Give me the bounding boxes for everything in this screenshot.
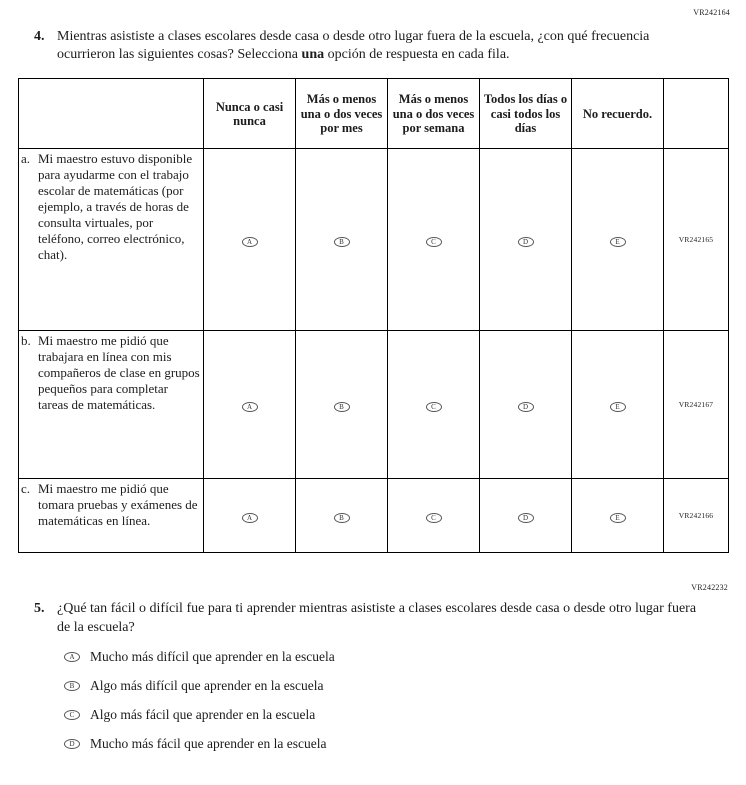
answer-bubble-a[interactable]: A — [242, 237, 258, 247]
row-b-text: Mi maestro me pidió que trabajara en línea con mis compañeros de clase en grupos pequeños para completar tareas de matemáticas. — [38, 333, 200, 412]
answer-bubble-c[interactable]: C — [426, 237, 442, 247]
answer-bubble-c[interactable]: C — [64, 710, 80, 720]
q5-option-d-label: Mucho más fácil que aprender en la escuela — [90, 735, 327, 751]
question-5-number: 5. — [34, 601, 45, 617]
answer-bubble-a[interactable]: A — [242, 513, 258, 523]
row-a-text: Mi maestro estuvo disponible para ayudarme con el trabajo escolar de matemáticas (por ejemplo, a través de horas de consulta virtuales, por teléfono, correo electrónico, chat). — [38, 151, 193, 262]
q5-option-c — [64, 707, 732, 723]
column-header-no-recuerdo: No recuerdo. — [572, 79, 664, 149]
header-code-column — [664, 79, 729, 149]
question-4-number: 4. — [34, 29, 45, 44]
question-4-text-bold: una — [301, 47, 325, 63]
column-header-nunca: Nunca o casi nunca — [204, 79, 296, 149]
question-5-options — [64, 649, 732, 752]
question-4-matrix-table — [18, 78, 729, 553]
header-stub — [19, 79, 204, 149]
answer-bubble-d[interactable]: D — [518, 513, 534, 523]
answer-bubble-e[interactable]: E — [610, 237, 626, 247]
row-c-code: VR242166 — [664, 479, 729, 553]
row-c-statement — [19, 479, 204, 553]
row-c-text: Mi maestro me pidió que tomara pruebas y exámenes de matemáticas en línea. — [38, 481, 198, 529]
table-row — [19, 331, 729, 479]
question-5 — [34, 600, 732, 636]
q5-option-d — [64, 736, 732, 752]
answer-bubble-b[interactable]: B — [334, 237, 350, 247]
row-b-statement — [19, 331, 204, 479]
table-row — [19, 479, 729, 553]
q5-option-a — [64, 649, 732, 665]
answer-bubble-d[interactable]: D — [518, 402, 534, 412]
row-b-code: VR242167 — [664, 331, 729, 479]
column-header-por-mes: Más o menos una o dos veces por mes — [296, 79, 388, 149]
row-a-statement — [19, 149, 204, 331]
answer-bubble-a[interactable]: A — [242, 402, 258, 412]
answer-bubble-b[interactable]: B — [334, 402, 350, 412]
answer-bubble-c[interactable]: C — [426, 513, 442, 523]
page-code-section5: VR242232 — [691, 583, 728, 593]
row-a-code: VR242165 — [664, 149, 729, 331]
answer-bubble-e[interactable]: E — [610, 402, 626, 412]
answer-bubble-a[interactable]: A — [64, 652, 80, 662]
answer-bubble-d[interactable]: D — [518, 237, 534, 247]
row-a-marker: a. — [21, 151, 31, 167]
table-row — [19, 149, 729, 331]
answer-bubble-c[interactable]: C — [426, 402, 442, 412]
row-b-marker: b. — [21, 333, 31, 349]
question-5-text: ¿Qué tan fácil o difícil fue para ti aprender mientras asististe a clases escolares desde casa o desde otro lugar fuera de la escuela? — [57, 601, 697, 635]
q5-option-c-label: Algo más fácil que aprender en la escuela — [90, 706, 316, 722]
question-4 — [34, 28, 732, 64]
page-code-top: VR242164 — [693, 8, 730, 17]
answer-bubble-d[interactable]: D — [64, 739, 80, 749]
answer-bubble-b[interactable]: B — [334, 513, 350, 523]
q5-option-b — [64, 678, 732, 694]
answer-bubble-b[interactable]: B — [64, 681, 80, 691]
q5-option-b-label: Algo más difícil que aprender en la escuela — [90, 677, 324, 693]
question-4-text — [57, 28, 732, 64]
column-header-todos-los-dias: Todos los días o casi todos los días — [480, 79, 572, 149]
question-4-text-after: opción de respuesta en cada fila. — [324, 47, 510, 63]
answer-bubble-e[interactable]: E — [610, 513, 626, 523]
column-header-por-semana: Más o menos una o dos veces por semana — [388, 79, 480, 149]
table-header-row — [19, 79, 729, 149]
row-c-marker: c. — [21, 481, 31, 497]
q5-option-a-label: Mucho más difícil que aprender en la escuela — [90, 648, 335, 664]
question-4-text-before: Mientras asististe a clases escolares desde casa o desde otro lugar fuera de la escuela, ¿con qué frecuencia ocurrieron las siguientes cosas? Selecciona — [57, 29, 650, 63]
